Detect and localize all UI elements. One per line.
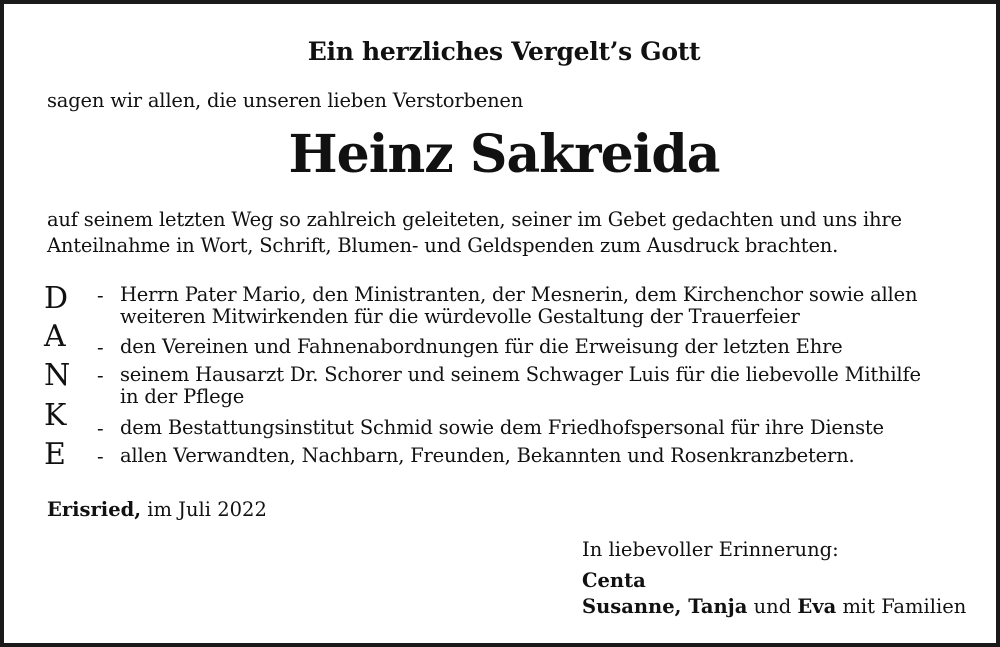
list-item-line: allen Verwandten, Nachbarn, Freunden, Bekannten und Rosenkranzbetern. [120, 444, 855, 467]
signer-names-a: Susanne, Tanja [582, 595, 748, 618]
list-item [120, 364, 921, 408]
place-date [47, 498, 267, 521]
list-item [120, 336, 843, 358]
place-date-text: im Juli 2022 [147, 498, 267, 521]
list-dash: - [97, 336, 104, 359]
thanks-paragraph-line-2: Anteilnahme in Wort, Schrift, Blumen- und Geldspenden zum Ausdruck brachten. [47, 234, 839, 257]
place-town: Erisried, [47, 498, 142, 521]
list-dash: - [97, 445, 104, 468]
list-item-line: in der Pflege [120, 385, 245, 408]
danke-letter-k: K [44, 398, 67, 433]
list-dash: - [97, 284, 104, 307]
list-item-line: weiteren Mitwirkenden für die würdevolle Gestaltung der Trauerfeier [120, 305, 800, 328]
signer-connector: und [753, 595, 792, 618]
list-dash: - [97, 417, 104, 440]
heading: Ein herzliches Vergelt’s Gott [307, 37, 701, 66]
list-item-line: den Vereinen und Fahnenabordnungen für die Erweisung der letzten Ehre [120, 335, 843, 358]
danke-letter-n: N [44, 358, 71, 393]
thanks-paragraph [47, 207, 902, 259]
list-item-line: dem Bestattungsinstitut Schmid sowie dem Friedhofspersonal für ihre Dienste [120, 416, 884, 439]
list-dash: - [97, 364, 104, 387]
intro-text: sagen wir allen, die unseren lieben Verstorbenen [47, 89, 524, 112]
signer-names-b: Eva [797, 595, 837, 618]
list-item [120, 417, 884, 439]
list-item-line: seinem Hausarzt Dr. Schorer und seinem Schwager Luis für die liebevolle Mithilfe [120, 363, 921, 386]
thanks-paragraph-line-1: auf seinem letzten Weg so zahlreich geleiteten, seiner im Gebet gedachten und uns ihre [47, 208, 902, 231]
signer-first: Centa [582, 569, 646, 592]
list-item [120, 445, 854, 467]
list-item-line: Herrn Pater Mario, den Ministranten, der Mesnerin, dem Kirchenchor sowie allen [120, 283, 918, 306]
signoff-text: In liebevoller Erinnerung: [582, 538, 839, 561]
signer-names [582, 595, 966, 618]
deceased-name: Heinz Sakreida [288, 124, 720, 185]
signer-suffix: mit Familien [842, 595, 967, 618]
danke-letter-d: D [44, 281, 69, 316]
danke-letter-e: E [44, 437, 66, 472]
list-item [120, 284, 917, 328]
danke-letter-a: A [44, 319, 66, 354]
